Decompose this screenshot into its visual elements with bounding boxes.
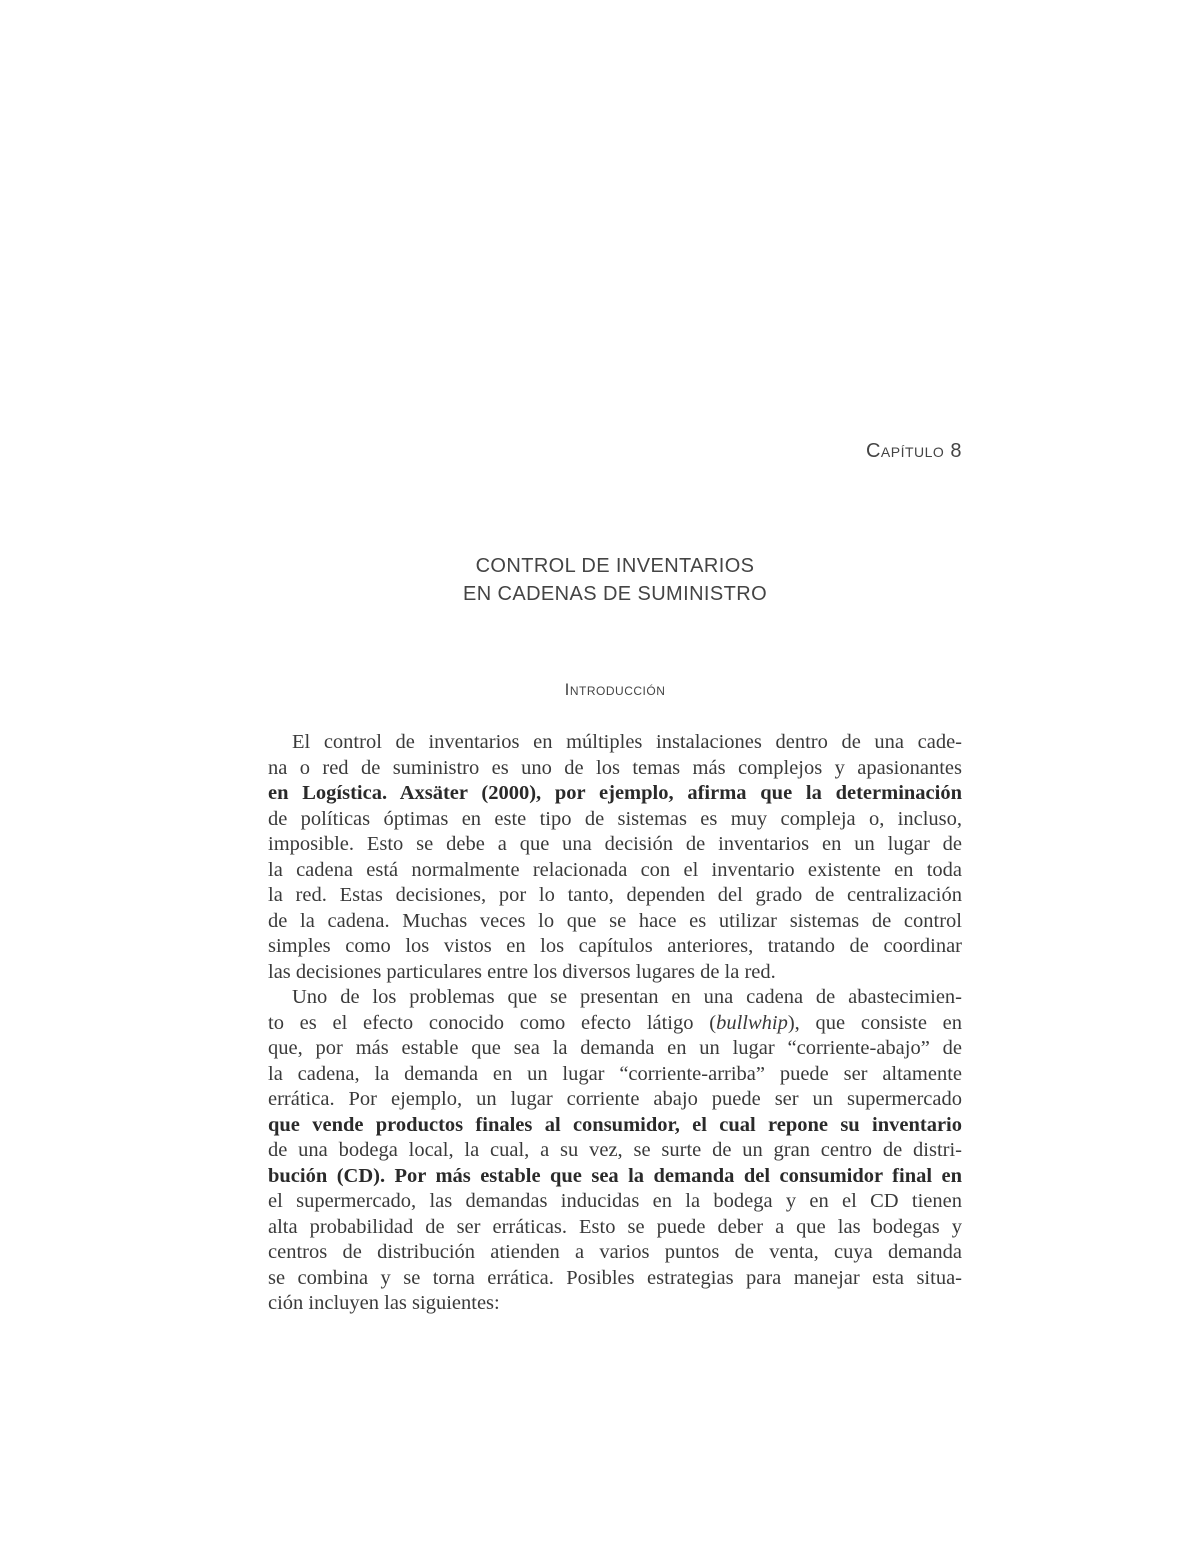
paragraph-2-line: que vende productos finales al consumidor, el cual repone su inventario bbox=[268, 1113, 962, 1136]
body-text bbox=[268, 730, 962, 1317]
paragraph-1-line: las decisiones particulares entre los diversos lugares de la red. bbox=[268, 960, 776, 983]
paragraph-1-line: simples como los vistos en los capítulos anteriores, tratando de coordinar bbox=[268, 935, 962, 957]
paragraph-2-text: to es el efecto conocido como efecto látigo ( bbox=[268, 1011, 717, 1034]
paragraph-2-line: bución (CD). Por más estable que sea la demanda del consumidor final en bbox=[268, 1164, 962, 1187]
paragraph-2-line: centros de distribución atienden a varios puntos de venta, cuya demanda bbox=[268, 1241, 962, 1263]
chapter-title-line-1: CONTROL DE INVENTARIOS bbox=[475, 555, 755, 577]
paragraph-2-line: alta probabilidad de ser erráticas. Esto se puede deber a que las bodegas y bbox=[268, 1215, 962, 1238]
paragraph-2-line: la cadena, la demanda en un lugar “corriente-arriba” puede ser altamente bbox=[268, 1062, 962, 1085]
paragraph-1-line: de políticas óptimas en este tipo de sistemas es muy compleja o, incluso, bbox=[268, 807, 962, 830]
chapter-title-line-2: EN CADENAS DE SUMINISTRO bbox=[462, 583, 768, 605]
paragraph-1-line: na o red de suministro es uno de los temas más complejos y apasionantes bbox=[268, 756, 962, 779]
paragraph-2-line: el supermercado, las demandas inducidas en la bodega y en el CD tienen bbox=[268, 1190, 962, 1212]
chapter-label: Capítulo 8 bbox=[865, 440, 962, 462]
paragraph-2-line: se combina y se torna errática. Posibles estrategias para manejar esta situa- bbox=[268, 1266, 962, 1289]
section-heading: Introducción bbox=[564, 680, 666, 699]
paragraph-1-line: la red. Estas decisiones, por lo tanto, dependen del grado de centralización bbox=[268, 884, 962, 906]
paragraph-1-line: de la cadena. Muchas veces lo que se hace es utilizar sistemas de control bbox=[268, 909, 962, 932]
paragraph-1-line: en Logística. Axsäter (2000), por ejemplo, afirma que la determinación bbox=[268, 782, 962, 804]
paragraph-1-line: la cadena está normalmente relacionada con el inventario existente en toda bbox=[268, 858, 962, 881]
chapter-title bbox=[268, 552, 962, 608]
paragraph-2-line: que, por más estable que sea la demanda en un lugar “corriente-abajo” de bbox=[268, 1037, 962, 1059]
paragraph-1-line: El control de inventarios en múltiples instalaciones dentro de una cade- bbox=[292, 731, 962, 753]
paragraph-1-line: imposible. Esto se debe a que una decisión de inventarios en un lugar de bbox=[268, 833, 962, 855]
paragraph-2-line: Uno de los problemas que se presentan en una cadena de abastecimien- bbox=[292, 986, 962, 1008]
paragraph-2-text: ), que consiste en bbox=[787, 1011, 963, 1034]
bullwhip-term: bullwhip bbox=[716, 1011, 788, 1034]
paragraph-2-line bbox=[268, 1011, 962, 1037]
paragraph-2-line: de una bodega local, la cual, a su vez, se surte de un gran centro de distri- bbox=[268, 1139, 962, 1161]
paragraph-2-line: ción incluyen las siguientes: bbox=[268, 1292, 500, 1314]
paragraph-2-line: errática. Por ejemplo, un lugar corriente abajo puede ser un supermercado bbox=[268, 1088, 962, 1110]
